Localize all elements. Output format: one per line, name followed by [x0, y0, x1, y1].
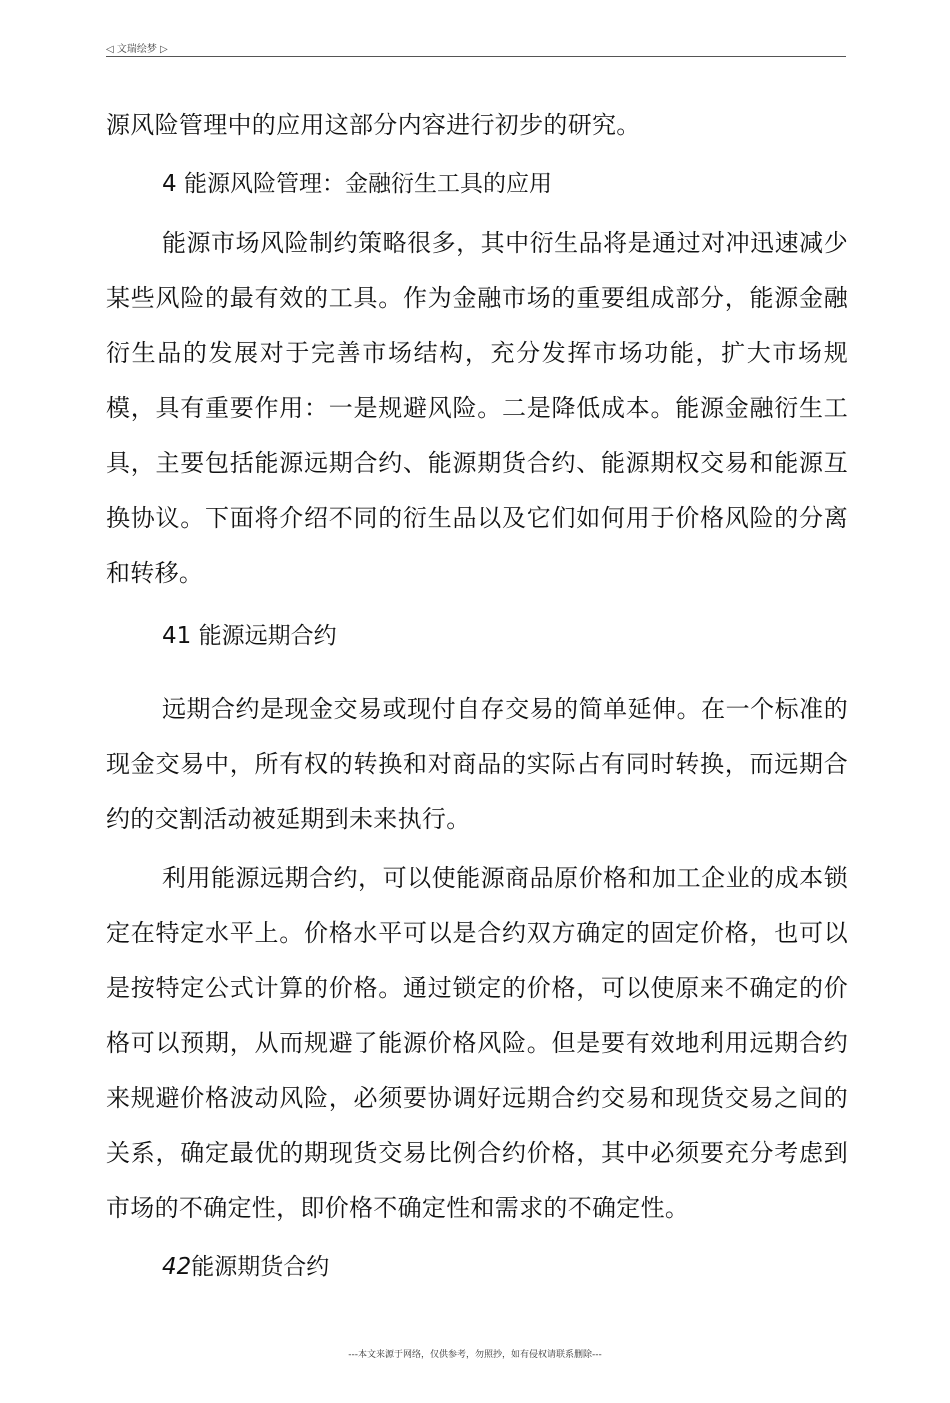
section-heading-42-number: 42	[162, 1254, 192, 1280]
page-footer: ---本文来源于网络，仅供参考，勿照抄，如有侵权请联系删除---	[348, 1350, 602, 1360]
section-heading-42-text: 能源期货合约	[191, 1254, 330, 1280]
section-heading-4: 4 能源风险管理：金融衍生工具的应用	[162, 171, 552, 197]
paragraph-forward-definition: 远期合约是现金交易或现付自存交易的简单延伸。在一个标准的现金交易中，所有权的转换和对商品的实际占有同时转换，而远期合约的交割活动被延期到未来执行。	[106, 695, 848, 833]
paragraph-forward-usage: 利用能源远期合约，可以使能源商品原价格和加工企业的成本锁定在特定水平上。价格水平可以是合约双方确定的固定价格，也可以是按特定公式计算的价格。通过锁定的价格，可以使原来不确定的价格可以预期，从而规避了能源价格风险。但是要有效地利用远期合约来规避价格波动风险，必须要协调好远期合约交易和现货交易之间的关系，确定最优的期现货交易比例合约价格，其中必须要充分考虑到市场的不确定性，即价格不确定性和需求的不确定性。	[106, 864, 848, 1222]
header-text: ◁ 文瑞绘梦 ▷	[106, 44, 168, 55]
page-header	[106, 38, 846, 57]
document-body	[106, 98, 848, 1295]
section-heading-41: 41 能源远期合约	[162, 623, 337, 649]
section-heading-42	[106, 1240, 848, 1295]
paragraph-derivatives-intro: 能源市场风险制约策略很多，其中衍生品将是通过对冲迅速减少某些风险的最有效的工具。作为金融市场的重要组成部分，能源金融衍生品的发展对于完善市场结构，充分发挥市场功能，扩大市场规模，具有重要作用：一是规避风险。二是降低成本。能源金融衍生工具，主要包括能源远期合约、能源期货合约、能源期权交易和能源互换协议。下面将介绍不同的衍生品以及它们如何用于价格风险的分离和转移。	[106, 229, 848, 587]
paragraph-continuation: 源风险管理中的应用这部分内容进行初步的研究。	[106, 111, 641, 139]
